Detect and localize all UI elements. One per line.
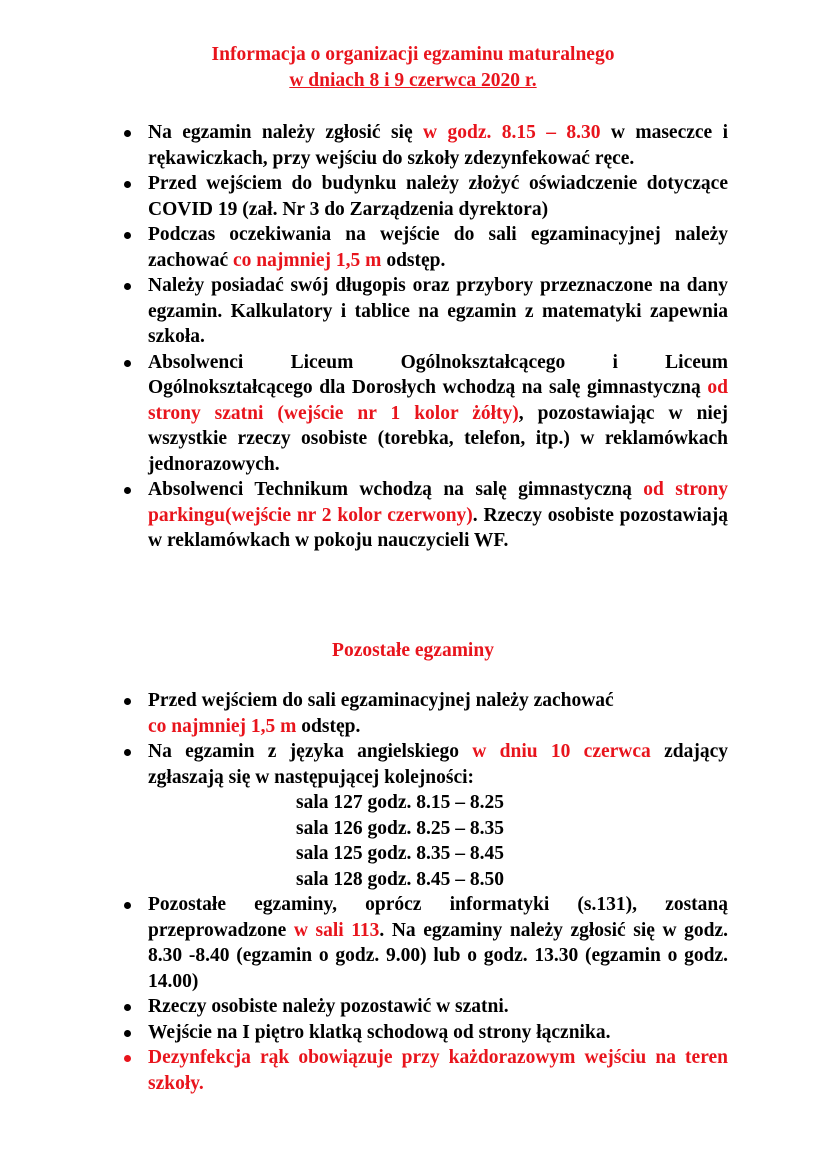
list-item: Na egzamin należy zgłosić się w godz. 8.15 – 8.30 w maseczce i rękawiczkach, przy wejściu do szkoły zdezynfekować ręce. — [148, 120, 728, 171]
bullet-icon — [124, 232, 131, 239]
list-item: Pozostałe egzaminy, oprócz informatyki (s.131), zostaną przeprowadzone w sali 113. Na egzaminy należy zgłosić się w godz. 8.30 -8.40 (egzamin o godz. 9.00) lub o godz. 13.30 (egzamin o godz. 14.00) — [148, 892, 728, 994]
list-item: Przed wejściem do budynku należy złożyć oświadczenie dotyczące COVID 19 (zał. Nr 3 do Zarządzenia dyrektora) — [148, 171, 728, 222]
list-item: Absolwenci Liceum Ogólnokształcącego i Liceum Ogólnokształcącego dla Dorosłych wchodzą na salę gimnastyczną od strony szatni (wejście nr 1 kolor żółty), pozostawiając w niej wszystkie rzeczy osobiste (torebka, telefon, itp.) w reklamówkach jednorazowych. — [148, 350, 728, 478]
document-subtitle-dates: w dniach 8 i 9 czerwca 2020 r. — [289, 70, 537, 91]
list-item: Absolwenci Technikum wchodzą na salę gimnastyczną od strony parkingu(wejście nr 2 kolor czerwony). Rzeczy osobiste pozostawiają w reklamówkach w pokoju nauczycieli WF. — [148, 477, 728, 554]
list-item: Rzeczy osobiste należy pozostawić w szatni. — [148, 994, 728, 1020]
schedule-row: sala 128 godz. 8.45 – 8.50 — [296, 868, 505, 890]
bullet-icon — [124, 902, 131, 909]
list-item: Wejście na I piętro klatką schodową od strony łącznika. — [148, 1020, 728, 1046]
list-item: Przed wejściem do sali egzaminacyjnej należy zachować co najmniej 1,5 m odstęp. — [148, 688, 728, 739]
list-item: Na egzamin z języka angielskiego w dniu 10 czerwca zdający zgłaszają się w następującej kolejności: sala 127 godz. 8.15 – 8.25 sala 126 godz. 8.25 – 8.35 sala 125 godz. 8.35 – 8.45 sala 128 godz. 8.45 – 8.50 — [148, 739, 728, 892]
bullet-icon — [124, 487, 131, 494]
bullet-icon — [124, 1004, 131, 1011]
other-exams-list — [148, 688, 728, 1096]
bullet-icon — [124, 749, 131, 756]
document-title: Informacja o organizacji egzaminu maturalnego — [211, 44, 615, 65]
list-item: Podczas oczekiwania na wejście do sali egzaminacyjnej należy zachować co najmniej 1,5 m odstęp. — [148, 222, 728, 273]
bullet-icon — [124, 360, 131, 367]
schedule-row: sala 127 godz. 8.15 – 8.25 — [296, 792, 505, 813]
schedule-row: sala 125 godz. 8.35 – 8.45 — [296, 843, 505, 864]
list-item: Należy posiadać swój długopis oraz przybory przeznaczone na dany egzamin. Kalkulatory i tablice na egzamin z matematyki zapewnia szkoła. — [148, 273, 728, 350]
bullet-icon — [124, 1055, 131, 1062]
exam-rules-list — [148, 120, 728, 554]
bullet-icon — [124, 130, 131, 137]
bullet-icon — [124, 698, 131, 705]
bullet-icon — [124, 1030, 131, 1037]
bullet-icon — [124, 181, 131, 188]
schedule-row: sala 126 godz. 8.25 – 8.35 — [296, 817, 505, 839]
section-heading-other-exams: Pozostałe egzaminy — [332, 640, 494, 661]
bullet-icon — [124, 283, 131, 290]
list-item: Dezynfekcja rąk obowiązuje przy każdorazowym wejściu na teren szkoły. — [148, 1045, 728, 1096]
